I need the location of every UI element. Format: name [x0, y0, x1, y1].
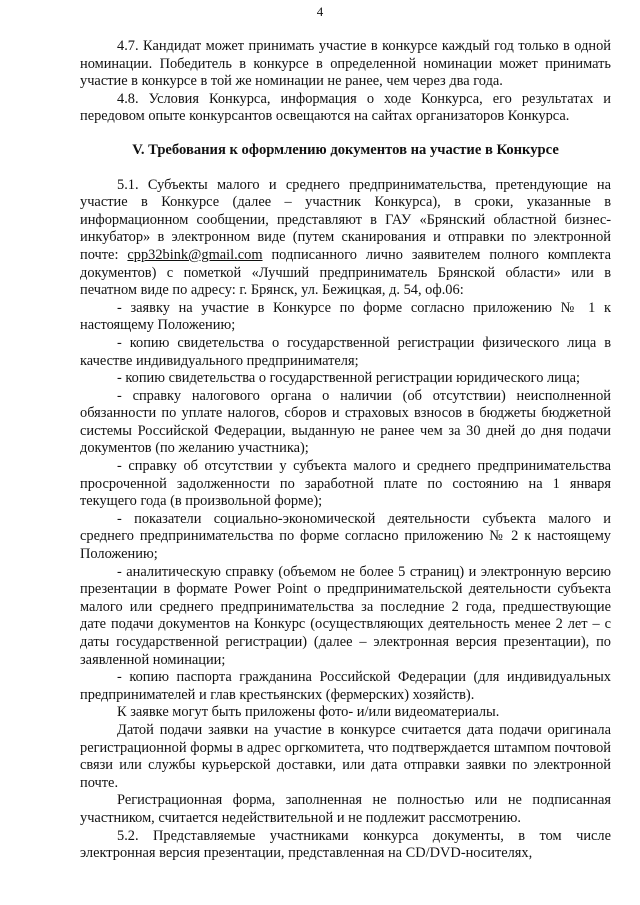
- paragraph-photo-video: К заявке могут быть приложены фото- и/или видеоматериалы.: [117, 704, 500, 721]
- section-heading: V. Требования к оформлению документов на участие в Конкурсе: [132, 141, 559, 158]
- paragraph-invalid-form: Регистрационная форма, заполненная не полностью или не подписанная участником, считается недействительной и не подлежит рассмотрению.: [80, 792, 611, 826]
- list-item-legal-entity-certificate: - копию свидетельства о государственной регистрации юридического лица;: [117, 370, 580, 387]
- list-item-tax-certificate: - справку налогового органа о наличии (об отсутствии) неисполненной обязанности по уплате налогов, сборов и страховых взносов в бюджеты бюджетной системы Российской Федерации, выданную не ранее чем за 30 дней до дня подачи документов (по желанию участника);: [80, 387, 611, 457]
- list-item-application: - заявку на участие в Конкурсе по форме согласно приложению № 1 к настоящему Положению;: [80, 299, 611, 334]
- paragraph-submission-date: Датой подачи заявки на участие в конкурсе считается дата подачи оригинала регистрационной формы в адрес оргкомитета, что подтверждается штампом почтовой связи или службы курьерской доставки, или дата отправки заявки по электронной почте.: [80, 721, 611, 791]
- list-item-analytical-report: - аналитическую справку (объемом не более 5 страниц) и электронную версию презентации в формате Power Point о предпринимательской деятельности субъекта малого или среднего предпринимательства за последние 2 года, предшествующие дате подачи документов на Конкурс (осуществляющих деятельность менее 2 лет – с даты государственной регистрации) (далее – электронная версия презентации), по заявленной номинации;: [80, 563, 611, 668]
- paragraph-4-8: 4.8. Условия Конкурса, информация о ходе Конкурса, его результатах и передовом опыте конкурсантов освещаются на сайтах организаторов Конкурса.: [80, 90, 611, 125]
- document-body: [80, 38, 611, 863]
- paragraph-5-1: [80, 177, 611, 300]
- list-item-ip-certificate: - копию свидетельства о государственной регистрации физического лица в качестве индивидуального предпринимателя;: [80, 334, 611, 369]
- page-number: 4: [316, 4, 324, 19]
- paragraph-5-1-text-start: 5.1. Субъекты малого и среднего предпринимательства, претендующие на участие в Конкурсе (далее – участник Конкурса), в сроки, указанные в информационном сообщении, представляют в ГАУ «Брянский областной бизнес-инкубатор» в электронном виде (путем сканирования и отправки по электронной почте:: [80, 176, 611, 263]
- paragraph-5-2: 5.2. Представляемые участниками конкурса документы, в том числе электронная версия презентации, представленная на CD/DVD-носителях,: [80, 827, 611, 862]
- list-item-passport-copy: - копию паспорта гражданина Российской Федерации (для индивидуальных предпринимателей и глав крестьянских (фермерских) хозяйств).: [80, 669, 611, 703]
- paragraph-5-1-text-end: подписанного лично заявителем полного комплекта документов) с пометкой «Лучший предприниматель Брянской области» или в печатном виде по адресу: г. Брянск, ул. Бежицкая, д. 54, оф.06:: [80, 246, 611, 299]
- email-link[interactable]: cpp32bink@gmail.com: [127, 246, 263, 263]
- list-item-salary-debt-certificate: - справку об отсутствии у субъекта малого и среднего предпринимательства просроченной задолженности по заработной плате по состоянию на 1 января текущего года (в произвольной форме);: [80, 458, 611, 510]
- paragraph-4-7: 4.7. Кандидат может принимать участие в конкурсе каждый год только в одной номинации. Победитель в конкурсе в определенной номинации может принимать участие в конкурсе в той же номинации не ранее, чем через два года.: [80, 38, 611, 90]
- list-item-performance-indicators: - показатели социально-экономической деятельности субъекта малого и среднего предпринимательства по форме согласно приложению № 2 к настоящему Положению;: [80, 510, 611, 563]
